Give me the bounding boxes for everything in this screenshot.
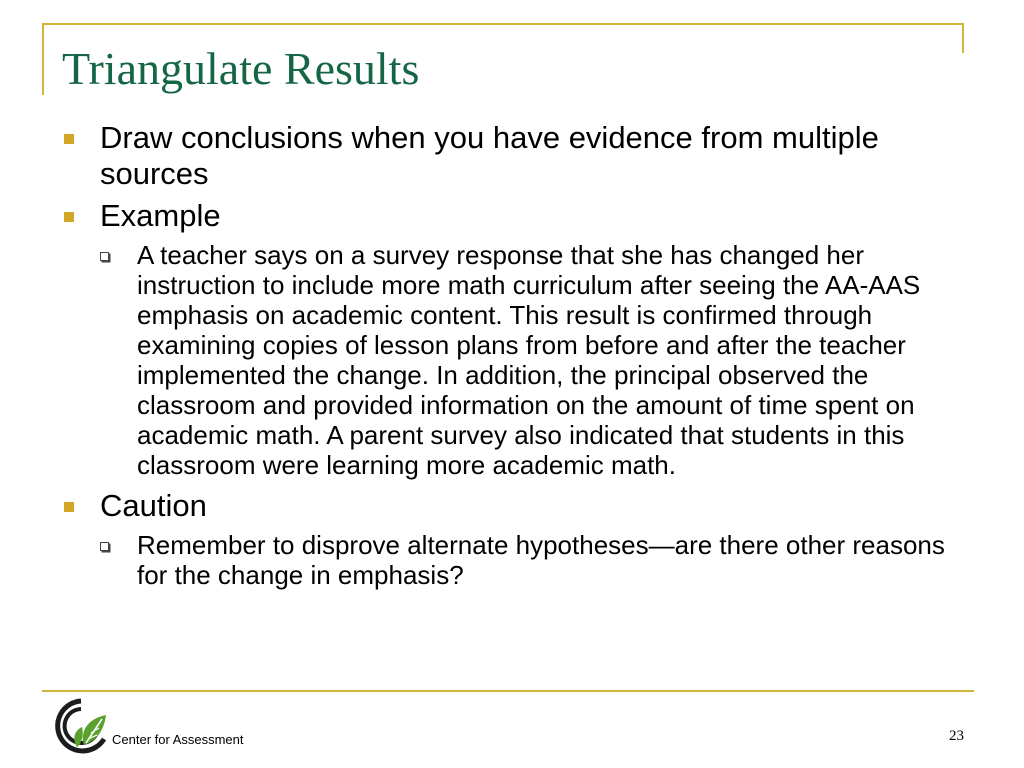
bullet-text: Caution	[100, 488, 207, 523]
title-top-rule	[42, 23, 964, 25]
title-left-rule	[42, 23, 44, 95]
hollow-square-bullet-icon	[100, 542, 109, 551]
bullet-item	[60, 488, 965, 524]
square-bullet-icon	[64, 212, 74, 222]
bullet-text: Draw conclusions when you have evidence from multiple sources	[100, 120, 879, 191]
square-bullet-icon	[64, 502, 74, 512]
footer-rule	[42, 690, 974, 692]
page-number: 23	[949, 728, 964, 744]
square-bullet-icon	[64, 134, 74, 144]
bullet-text: Example	[100, 198, 221, 233]
bullet-list	[60, 120, 965, 598]
title-right-rule	[962, 23, 964, 53]
sub-bullet-item	[60, 530, 965, 590]
bullet-item	[60, 198, 965, 234]
sub-bullet-item	[60, 240, 965, 480]
center-for-assessment-logo-icon	[50, 695, 112, 757]
organization-name: Center for Assessment	[112, 732, 244, 747]
sub-bullet-text: Remember to disprove alternate hypotheses—are there other reasons for the change in emphasis?	[137, 530, 945, 590]
sub-bullet-text: A teacher says on a survey response that she has changed her instruction to include more math curriculum after seeing the AA-AAS emphasis on academic content. This result is confirmed through examining copies of lesson plans from before and after the teacher implemented the change. In addition, the principal observed the classroom and provided information on the amount of time spent on academic math. A parent survey also indicated that students in this classroom were learning more academic math.	[137, 240, 921, 480]
bullet-item	[60, 120, 965, 192]
hollow-square-bullet-icon	[100, 252, 109, 261]
slide-title: Triangulate Results	[62, 43, 420, 94]
